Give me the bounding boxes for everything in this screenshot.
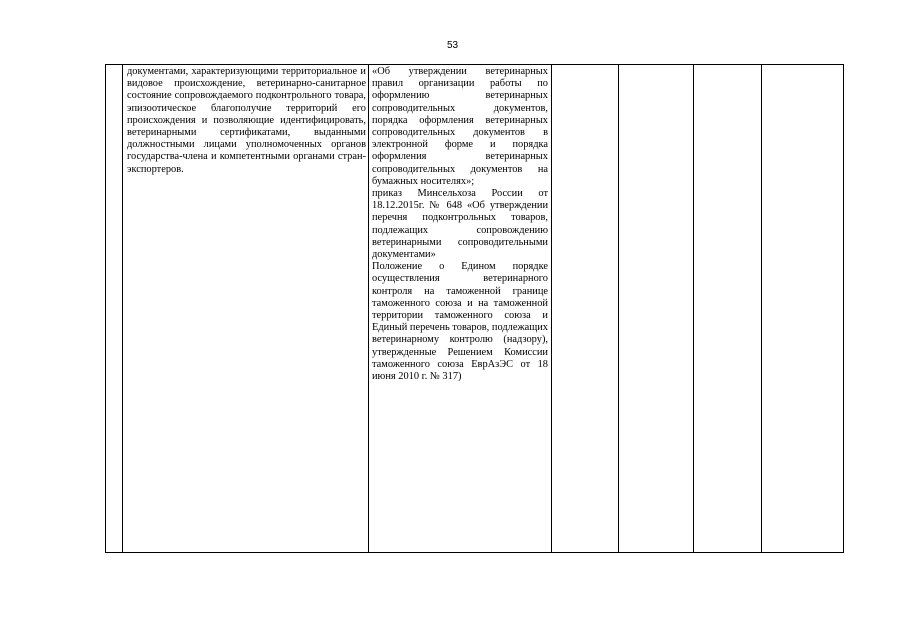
table-cell-empty — [552, 65, 619, 553]
legal-act-paragraph: Положение о Едином порядке осуществления ветеринарного контроля на таможенной границе таможенного союза и на таможенной территории таможенного союза и Единый перечень товаров, подлежащих ветеринарному контролю (надзору), утвержденные Решением Комиссии таможенного союза ЕврАзЭС от 18 июня 2010 г. № 317) — [372, 261, 548, 383]
table-row — [106, 65, 844, 553]
document-table — [105, 64, 844, 553]
requirement-text: документами, характеризующими территориальное и видовое происхождение, ветеринарно-санитарное состояние сопровождаемого подконтрольного товара, эпизоотическое благополучие территорий его происхождения и позволяющие идентифицировать, ветеринарными сертификатами, выданными должностными лицами уполномоченных органов государства-члена и компетентными органами стран-экспортеров. — [127, 66, 366, 175]
table-cell-number — [106, 65, 123, 553]
legal-act-paragraph: приказ Минсельхоза России от 18.12.2015г. № 648 «Об утверждении перечня подконтрольных товаров, подлежащих сопровождению ветеринарными сопроводительными документами» — [372, 188, 548, 261]
table-cell-empty — [619, 65, 694, 553]
page-number: 53 — [446, 40, 459, 51]
table-cell-empty — [694, 65, 762, 553]
legal-act-paragraph: «Об утверждении ветеринарных правил организации работы по оформлению ветеринарных сопроводительных документов, порядка оформления ветеринарных сопроводительных документов в электронной форме и порядка оформления ветеринарных сопроводительных документов на бумажных носителях»; — [372, 66, 548, 187]
table-cell-empty — [762, 65, 844, 553]
table-cell-legal-acts — [369, 65, 552, 553]
table-cell-requirement — [123, 65, 369, 553]
